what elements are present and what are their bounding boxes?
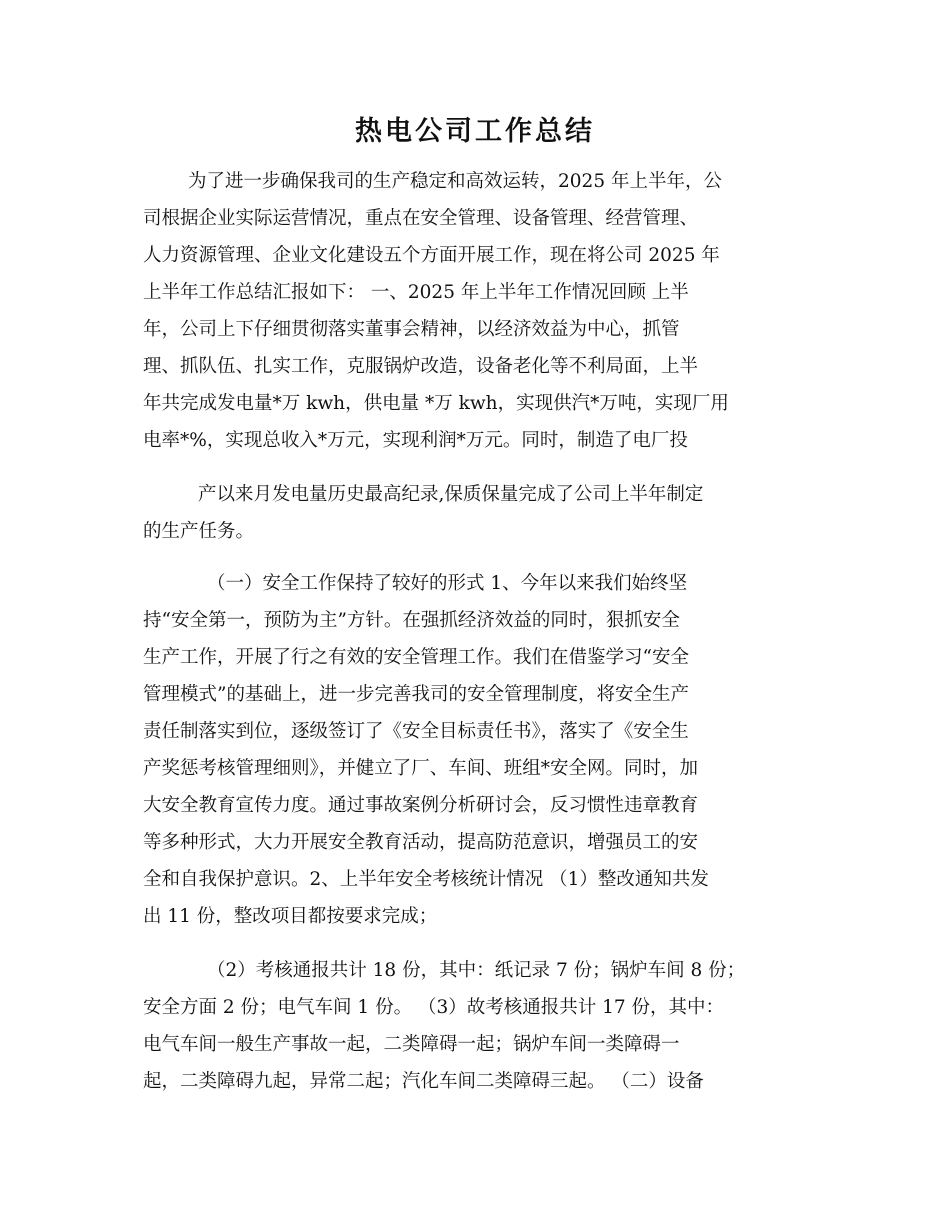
paragraph-line: 大安全教育宣传力度。通过事故案例分析研讨会，反习惯性违章教育 — [143, 795, 699, 816]
paragraph-line: 电率*%，实现总收入*万元，实现利润*万元。同时，制造了电厂投 — [143, 430, 688, 451]
paragraph-line: 持“安全第一，预防为主”方针。在强抓经济效益的同时，狠抓安全 — [143, 610, 680, 631]
paragraph-line: 电气车间一般生产事故一起，二类障碍一起；锅炉车间一类障碍一 — [143, 1034, 680, 1055]
paragraph-line: 安全方面 2 份；电气车间 1 份。 （3）故考核通报共计 17 份，其中： — [143, 997, 725, 1018]
paragraph-line: 责任制落实到位，逐级签订了《安全目标责任书》，落实了《安全生 — [143, 721, 689, 742]
paragraph-line: 年，公司上下仔细贯彻落实董事会精神，以经济效益为中心，抓管 — [143, 319, 680, 340]
paragraph-line: 起，二类障碍九起，异常二起；汽化车间二类障碍三起。 （二）设备 — [143, 1071, 704, 1092]
paragraph-line: 等多种形式，大力开展安全教育活动，提高防范意识，增强员工的安 — [143, 832, 699, 853]
paragraph-line: 管理模式”的基础上，进一步完善我司的安全管理制度，将安全生产 — [143, 684, 689, 705]
paragraph-line: 生产工作，开展了行之有效的安全管理工作。我们在借鉴学习“安全 — [143, 647, 689, 668]
paragraph-line: 产以来月发电量历史最高纪录,保质保量完成了公司上半年制定 — [198, 484, 704, 505]
paragraph-line: （2）考核通报共计 18 份，其中：纸记录 7 份；锅炉车间 8 份； — [207, 960, 746, 981]
paragraph-line: 年共完成发电量*万 kwh，供电量 *万 kwh，实现供汽*万吨，实现厂用 — [143, 393, 729, 414]
paragraph-line: （一）安全工作保持了较好的形式 1、今年以来我们始终坚 — [207, 573, 688, 594]
paragraph-line: 出 11 份，整改项目都按要求完成； — [143, 906, 438, 927]
paragraph-line: 上半年工作总结汇报如下： 一、2025 年上半年工作情况回顾 上半 — [143, 282, 689, 303]
document-title: 热电公司工作总结 — [355, 116, 595, 147]
paragraph-line: 全和自我保护意识。2、上半年安全考核统计情况 （1）整改通知共发 — [143, 869, 709, 890]
paragraph-line: 的生产任务。 — [143, 521, 255, 542]
paragraph-line: 为了进一步确保我司的生产稳定和高效运转，2025 年上半年，公 — [188, 171, 722, 192]
paragraph-line: 产奖惩考核管理细则》，并健立了厂、车间、班组*安全网。同时，加 — [143, 758, 699, 779]
paragraph-line: 理、抓队伍、扎实工作，克服锅炉改造，设备老化等不利局面，上半 — [143, 356, 699, 377]
paragraph-line: 人力资源管理、企业文化建设五个方面开展工作，现在将公司 2025 年 — [143, 245, 720, 266]
paragraph-line: 司根据企业实际运营情况，重点在安全管理、设备管理、经营管理、 — [143, 208, 699, 229]
